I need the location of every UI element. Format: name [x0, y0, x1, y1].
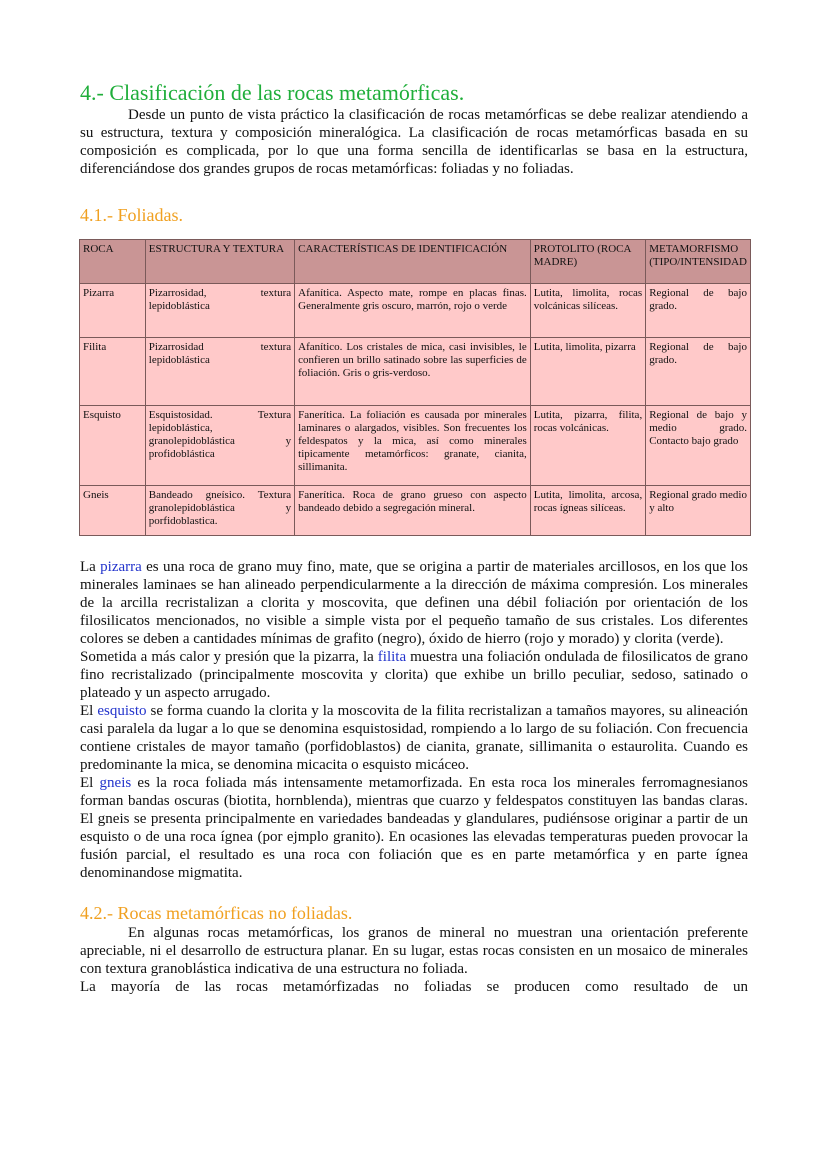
table-cell: Lutita, limolita, pizarra — [530, 338, 645, 406]
text: La — [80, 559, 101, 575]
header-cell: ROCA — [80, 240, 146, 284]
intro-paragraph: Desde un punto de vista práctico la clasificación de rocas metamórficas se debe realizar atendiendo a su estructura, textura y composición mineralógica. La clasificación de rocas metamórficas basada en su composición es complicada, por lo que una forma sencilla de identificarlas se basa en la estructura, diferenciándose dos grandes grupos de rocas metamórficas: foliadas y no foliadas. — [80, 107, 748, 177]
text: El — [80, 703, 98, 719]
header-cell: PROTOLITO (ROCA MADRE) — [530, 240, 645, 284]
table-cell: Esquisto — [80, 406, 146, 486]
table-row — [80, 284, 751, 338]
header-cell: METAMORFISMO (TIPO/INTENSIDAD — [646, 240, 751, 284]
section-4-heading: 4.- Clasificación de las rocas metamórficas. — [80, 80, 465, 105]
esquisto-link[interactable]: esquisto — [97, 703, 147, 719]
text: se forma cuando la clorita y la moscovita de la filita recristalizan a tamaños mayores, su alineación casi paralela da lugar a lo que se denomina esquistosidad, rompiendo a lo largo de su foliación. Con frecuencia contiene cristales de mayor tamaño (porfidoblastos) de cianita, granate, sillimanita o estaurolita. Cuando es predominante la mica, se denomina micacita o esquisto micáceo. — [80, 703, 748, 773]
filita-paragraph — [80, 648, 748, 702]
non-foliated-paragraph: En algunas rocas metamórficas, los granos de mineral no muestran una orientación preferente apreciable, ni el desarrollo de estructura planar. En su lugar, estas rocas consisten en un mosaico de minerales con textura granoblástica indicativa de una estructura no foliada. — [80, 925, 748, 977]
table-row — [80, 338, 751, 406]
table-row — [80, 406, 751, 486]
table-cell: Regional de bajo y medio grado. Contacto bajo grado — [646, 406, 751, 486]
text: El — [80, 775, 100, 791]
table-cell: Bandeado gneísico. Textura granolepidoblástica y porfidoblastica. — [145, 486, 294, 536]
text: es la roca foliada más intensamente metamorfizada. En esta roca los minerales ferromagnesianos forman bandas oscuras (biotita, hornblenda), mientras que cuarzo y feldespatos constituyen las bandas claras. El gneis se presenta principalmente en variedades bandeadas y glandulares, pudiénsose originar a partir de un esquisto o de una roca ígnea (por ejmplo granito). En ocasiones las elevadas temperaturas pueden provocar la fusión parcial, el resultado es una roca con foliación que es en parte metamórfica y en parte ígnea denominandose migmatita. — [80, 775, 748, 881]
header-cell: CARACTERÍSTICAS DE IDENTIFICACIÓN — [295, 240, 531, 284]
non-foliated-paragraph-2: La mayoría de las rocas metamórfizadas no foliadas se producen como resultado de un — [80, 979, 748, 995]
header-cell: ESTRUCTURA Y TEXTURA — [145, 240, 294, 284]
table-cell: Lutita, limolita, rocas volcánicas silíceas. — [530, 284, 645, 338]
table-cell: Pizarra — [80, 284, 146, 338]
table-cell: Esquistosidad. Textura lepidoblástica, granolepidoblástica y profidoblástica — [145, 406, 294, 486]
pizarra-paragraph — [80, 558, 748, 648]
table-header-row — [80, 240, 751, 284]
table-cell: Filita — [80, 338, 146, 406]
table-cell: Pizarrosidad textura lepidoblástica — [145, 338, 294, 406]
table-cell: Lutita, pizarra, filita, rocas volcánicas. — [530, 406, 645, 486]
pizarra-link[interactable]: pizarra — [100, 559, 142, 575]
table-cell: Afanítico. Los cristales de mica, casi invisibles, le confieren un brillo satinado sobre las superficies de foliación. Gris o gris-verdoso. — [295, 338, 531, 406]
table-cell: Lutita, limolita, arcosa, rocas ígneas silíceas. — [530, 486, 645, 536]
section-4-2-heading: 4.2.- Rocas metamórficas no foliadas. — [80, 903, 353, 923]
table-cell: Gneis — [80, 486, 146, 536]
table-cell: Pizarrosidad, textura lepidoblástica — [145, 284, 294, 338]
section-4-1-heading: 4.1.- Foliadas. — [80, 205, 183, 225]
filita-link[interactable]: filita — [377, 649, 407, 665]
esquisto-paragraph — [80, 702, 748, 774]
gneis-paragraph — [80, 774, 748, 882]
gneis-link[interactable]: gneis — [99, 775, 132, 791]
table-cell: Regional de bajo grado. — [646, 284, 751, 338]
text: Sometida a más calor y presión que la pizarra, la — [80, 649, 378, 665]
table-cell: Fanerítica. Roca de grano grueso con aspecto bandeado debido a segregación mineral. — [295, 486, 531, 536]
table-cell: Fanerítica. La foliación es causada por minerales laminares o alargados, visibles. Son frecuentes los feldespatos y la mica, así como minerales tipicamente metamórficos: granate, cianita, sillimanita. — [295, 406, 531, 486]
text: es una roca de grano muy fino, mate, que se origina a partir de materiales arcillosos, en los que los minerales laminaes se han alineado perpendicularmente a la dirección de máxima compresión. Los minerales de la arcilla recristalizan a clorita y moscovita, que definen una débil foliación por orientación de los filosilicatos mencionados, no visible a simple vista por el pequeño tamaño de sus cristales. Los diferentes colores se deben a cantidades mínimas de grafito (negro), óxido de hierro (rojo y morado) y clorita (verde). — [80, 559, 749, 647]
table-row — [80, 486, 751, 536]
table-cell: Afanítica. Aspecto mate, rompe en placas finas. Generalmente gris oscuro, marrón, rojo o verde — [295, 284, 531, 338]
text: muestra una foliación ondulada de filosilicatos de grano fino recristalizado (principalmente moscovita y clorita) que exhibe un brillo peculiar, sedoso, satinado o plateado y un aspecto arrugado. — [80, 649, 748, 701]
foliated-rocks-table — [79, 239, 751, 536]
table-cell: Regional de bajo grado. — [646, 338, 751, 406]
table-cell: Regional grado medio y alto — [646, 486, 751, 536]
